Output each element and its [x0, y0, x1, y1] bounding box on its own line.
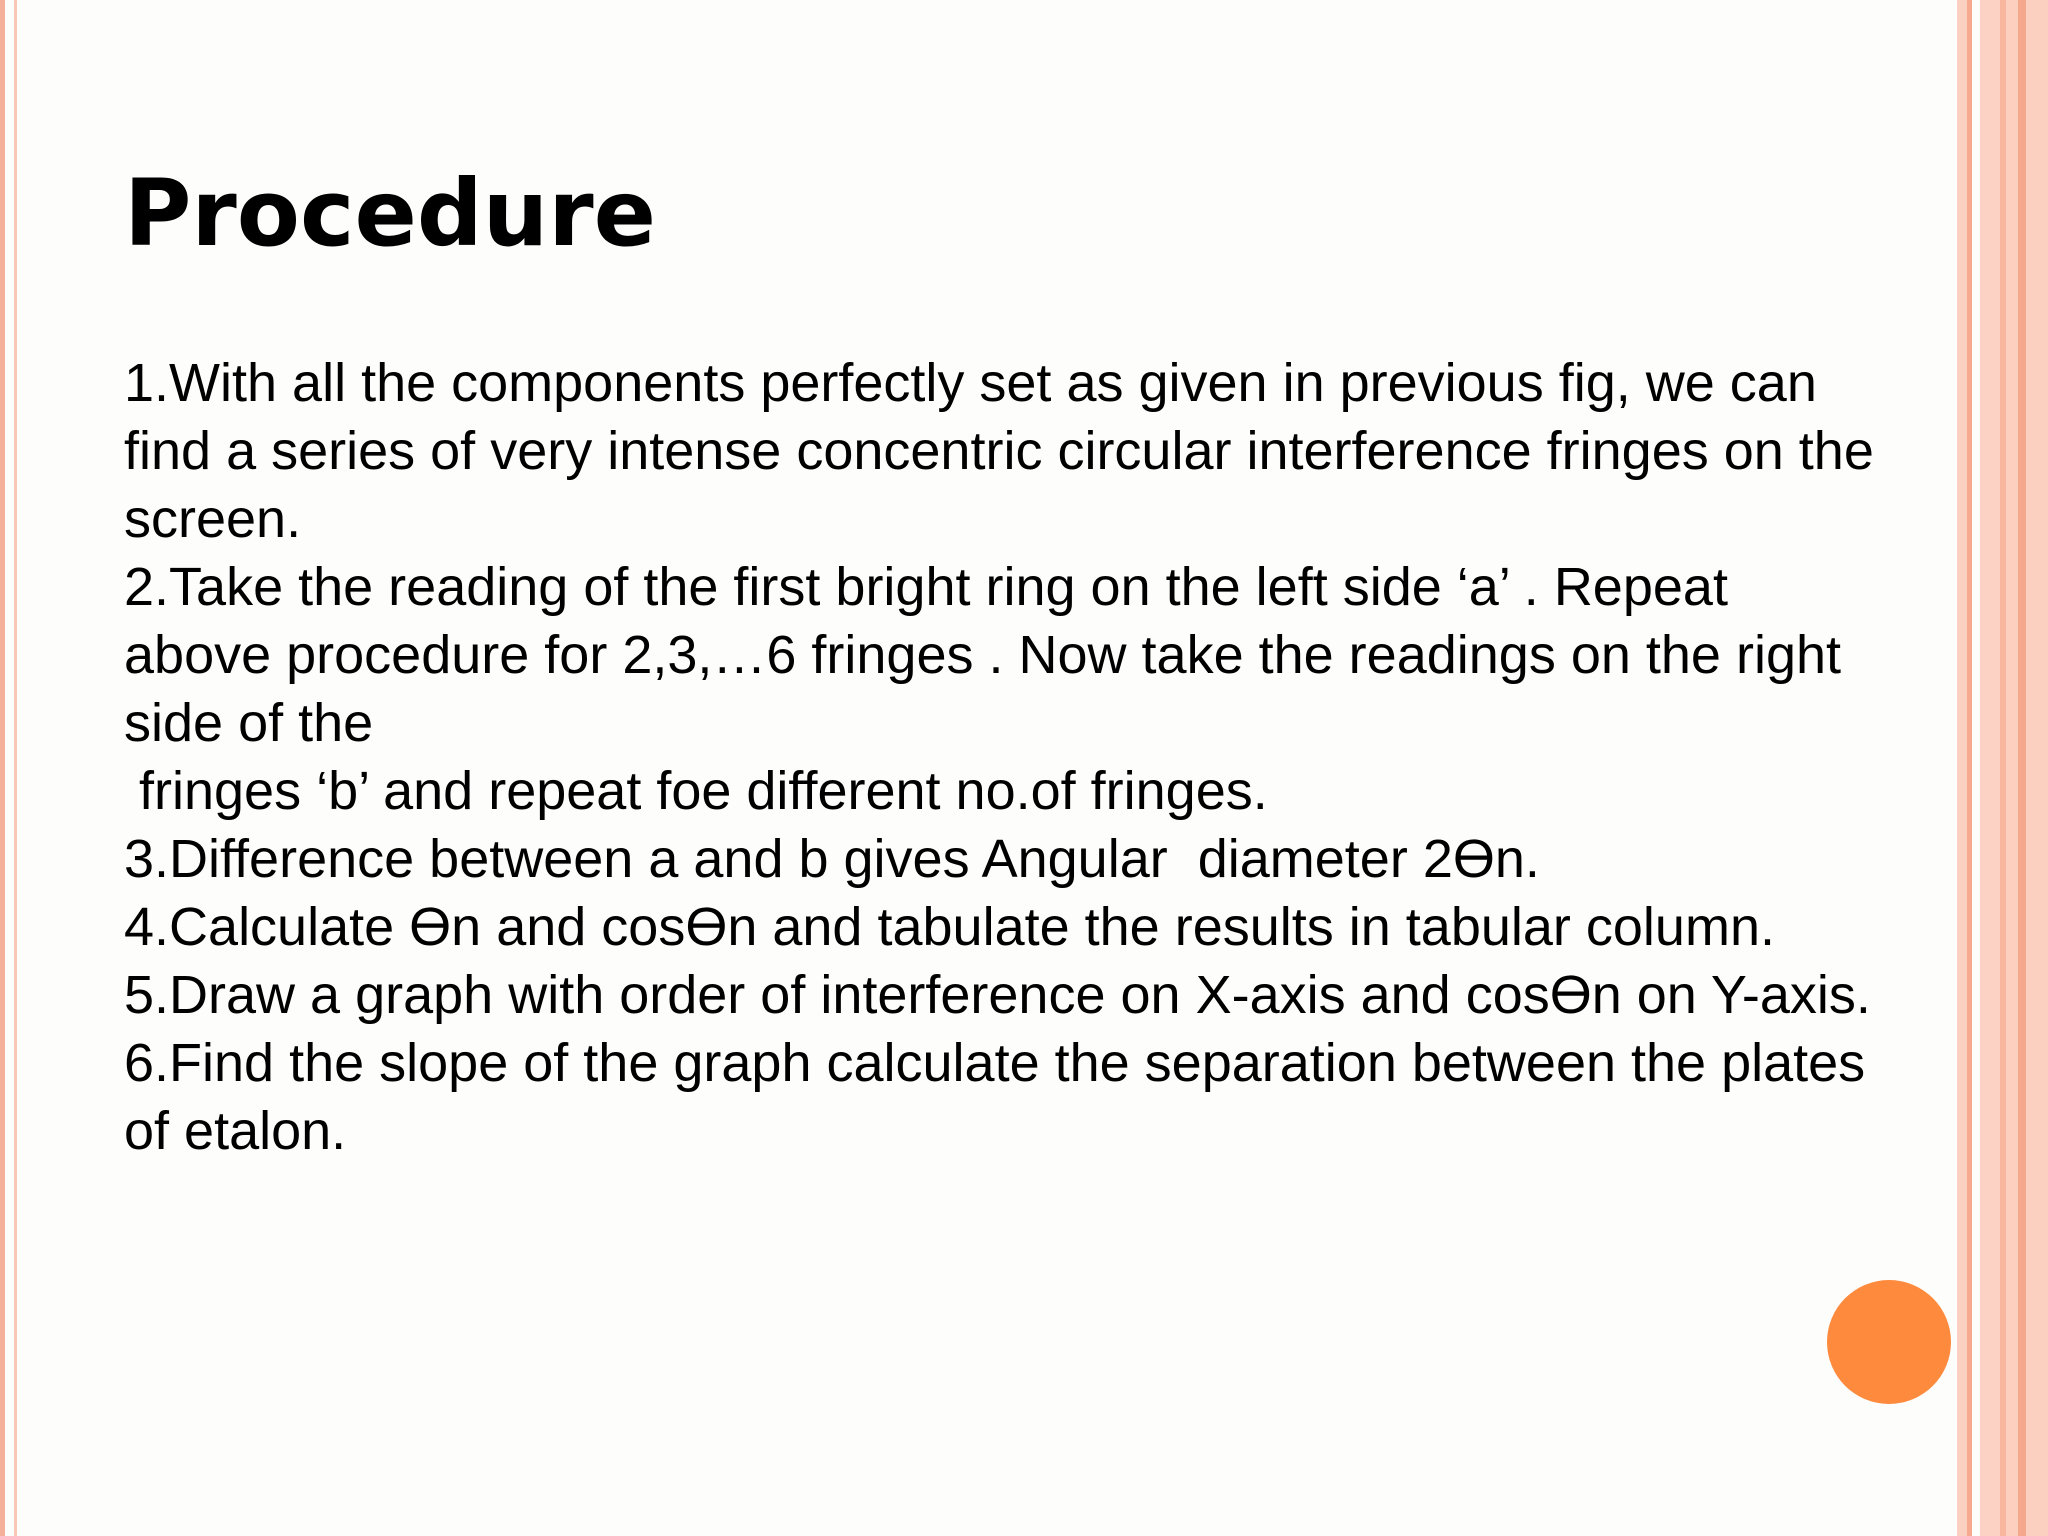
- procedure-line: find a series of very intense concentric circular interference fringes on the: [124, 421, 1874, 481]
- procedure-line: side of the: [124, 693, 374, 753]
- procedure-line: 2.Take the reading of the first bright ring on the left side ‘a’ . Repeat: [124, 557, 1728, 617]
- right-border-stripe: [1980, 0, 2000, 1536]
- left-border-line-inner: [14, 0, 17, 1536]
- slide-title: Procedure: [124, 160, 657, 267]
- procedure-line: above procedure for 2,3,…6 fringes . Now take the readings on the right: [124, 625, 1842, 685]
- orange-circle-icon[interactable]: [1827, 1280, 1951, 1404]
- procedure-line: of etalon.: [124, 1101, 347, 1161]
- procedure-line: screen.: [124, 489, 302, 549]
- right-border-stripe: [1967, 0, 1972, 1536]
- procedure-line: 6.Find the slope of the graph calculate the separation between the plates: [124, 1033, 1866, 1093]
- procedure-line: 4.Calculate Ɵn and cosƟn and tabulate the results in tabular column.: [124, 897, 1775, 957]
- procedure-line: 1.With all the components perfectly set as given in previous fig, we can: [124, 353, 1817, 413]
- procedure-line: 3.Difference between a and b gives Angular diameter 2Ɵn.: [124, 829, 1540, 889]
- right-border-stripe: [2018, 0, 2026, 1536]
- procedure-line: fringes ‘b’ and repeat foe different no.of fringes.: [124, 761, 1268, 821]
- right-border-stripe: [2026, 0, 2048, 1536]
- procedure-line: 5.Draw a graph with order of interference on X-axis and cosƟn on Y-axis.: [124, 965, 1871, 1025]
- right-border-stripe: [2006, 0, 2018, 1536]
- procedure-text: [124, 349, 1964, 1165]
- left-border-line: [0, 0, 5, 1536]
